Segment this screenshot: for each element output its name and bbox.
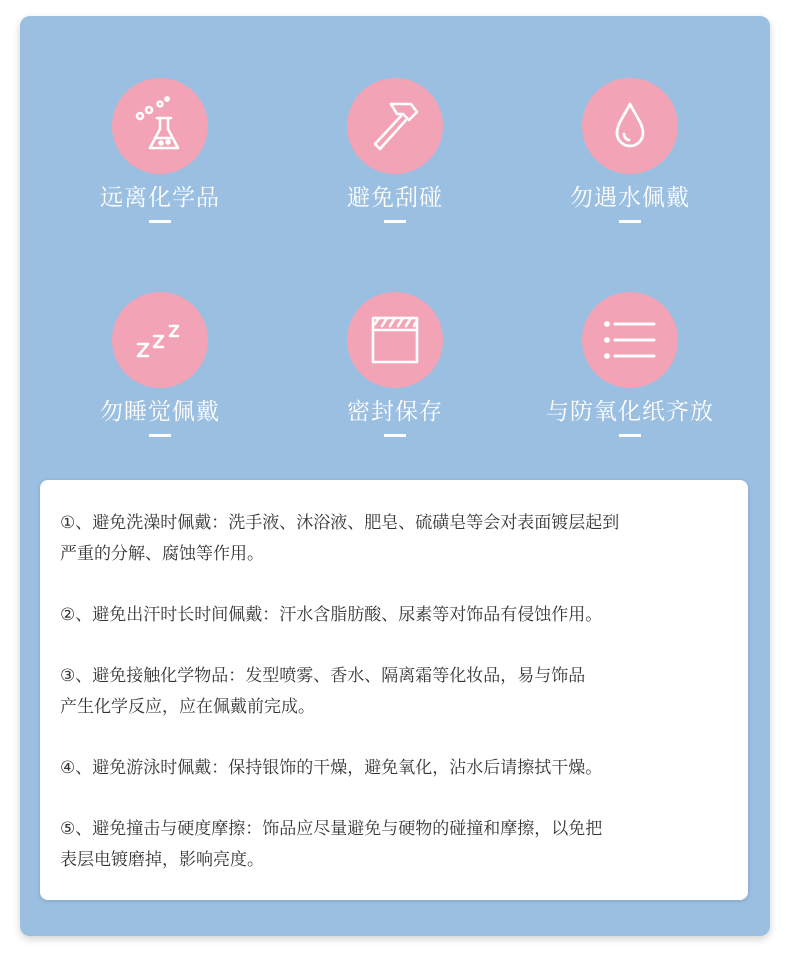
care-notes-list (60, 508, 732, 906)
water-drop-icon (582, 78, 678, 174)
care-item-water (515, 78, 745, 223)
care-item-antioxidation-paper (515, 292, 745, 437)
label-underline (384, 434, 406, 437)
care-item-label: 与防氧化纸齐放 (546, 399, 714, 425)
hammer-icon (347, 78, 443, 174)
care-note: ①、避免洗澡时佩戴：洗手液、沐浴液、肥皂、硫磺皂等会对表面镀层起到 严重的分解、腐蚀等作用。 (60, 513, 620, 564)
care-item-label: 避免刮碰 (347, 185, 443, 211)
sleep-zzz-icon (112, 292, 208, 388)
list-icon (582, 292, 678, 388)
flask-icon (112, 78, 208, 174)
label-underline (619, 220, 641, 223)
care-item-label: 勿睡觉佩戴 (100, 399, 220, 425)
care-note: ④、避免游泳时佩戴：保持银饰的干燥，避免氧化，沾水后请擦拭干燥。 (60, 758, 603, 778)
care-item-sealed (280, 292, 510, 437)
care-note: ③、避免接触化学物品：发型喷雾、香水、隔离霜等化妆品，易与饰品 产生化学反应，应在佩戴前完成。 (60, 666, 586, 717)
label-underline (384, 220, 406, 223)
care-note: ⑤、避免撞击与硬度摩擦：饰品应尽量避免与硬物的碰撞和摩擦，以免把 表层电镀磨掉，影响亮度。 (60, 819, 603, 870)
care-item-sleep (45, 292, 275, 437)
sealed-box-icon (347, 292, 443, 388)
care-item-scratch (280, 78, 510, 223)
care-notes-card (40, 480, 748, 900)
label-underline (149, 220, 171, 223)
label-underline (619, 434, 641, 437)
care-item-label: 密封保存 (347, 399, 443, 425)
label-underline (149, 434, 171, 437)
care-item-label: 勿遇水佩戴 (570, 185, 690, 211)
care-item-chemicals (45, 78, 275, 223)
care-note: ②、避免出汗时长时间佩戴：汗水含脂肪酸、尿素等对饰品有侵蚀作用。 (60, 605, 603, 625)
care-item-label: 远离化学品 (100, 185, 220, 211)
